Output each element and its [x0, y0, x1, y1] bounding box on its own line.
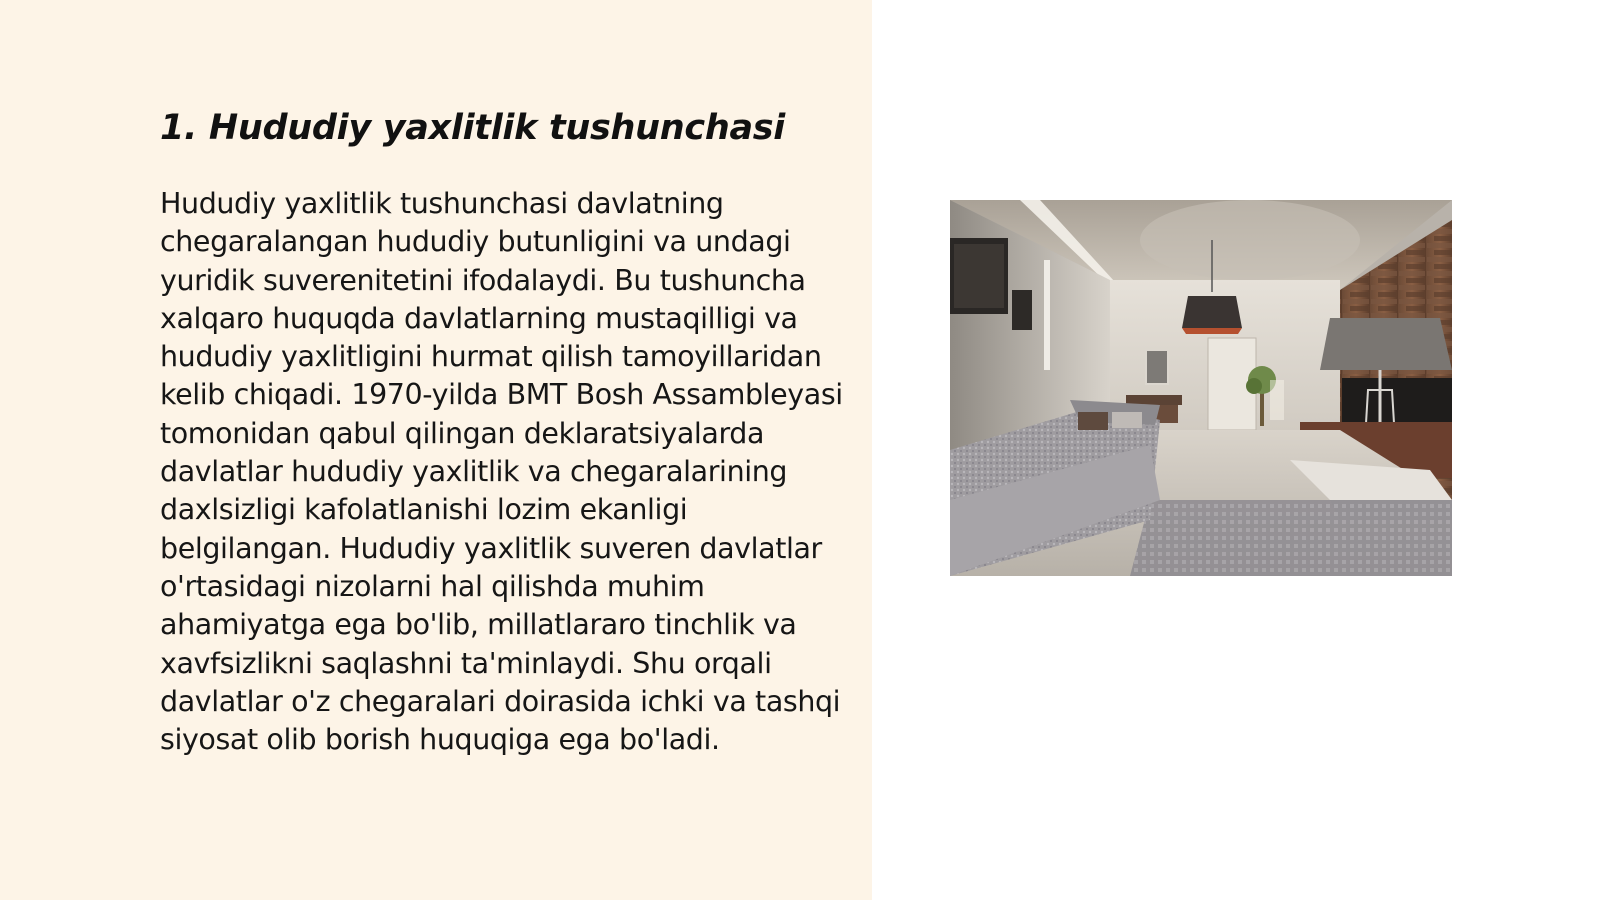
- living-room-photo: [950, 200, 1452, 576]
- slide-paragraph: Hududiy yaxlitlik tushunchasi davlatning chegaralangan hududiy butunligini va undagi yuridik suverenitetini ifodalaydi. Bu tushuncha xalqaro huquqda davlatlarning mustaqilligi va hududiy yaxlitligini hurmat qilish tamoyillaridan kelib chiqadi. 1970-yilda BMT Bosh Assambleyasi tomonidan qabul qilingan deklaratsiyalarda davlatlar hududiy yaxlitlik va chegaralarining daxlsizligi kafolatlanishi lozim ekanligi belgilangan. Hududiy yaxlitlik suveren davlatlar o'rtasidagi nizolarni hal qilishda muhim ahamiyatga ega bo'lib, millatlararo tinchlik va xavfsizlikni saqlashni ta'minlaydi. Shu orqali davlatlar o'z chegaralari doirasida ichki va tashqi siyosat olib borish huquqiga ega bo'ladi.: [160, 187, 843, 757]
- living-room-illustration: [950, 200, 1452, 576]
- slide-heading: 1. Hududiy yaxlitlik tushunchasi: [160, 108, 785, 148]
